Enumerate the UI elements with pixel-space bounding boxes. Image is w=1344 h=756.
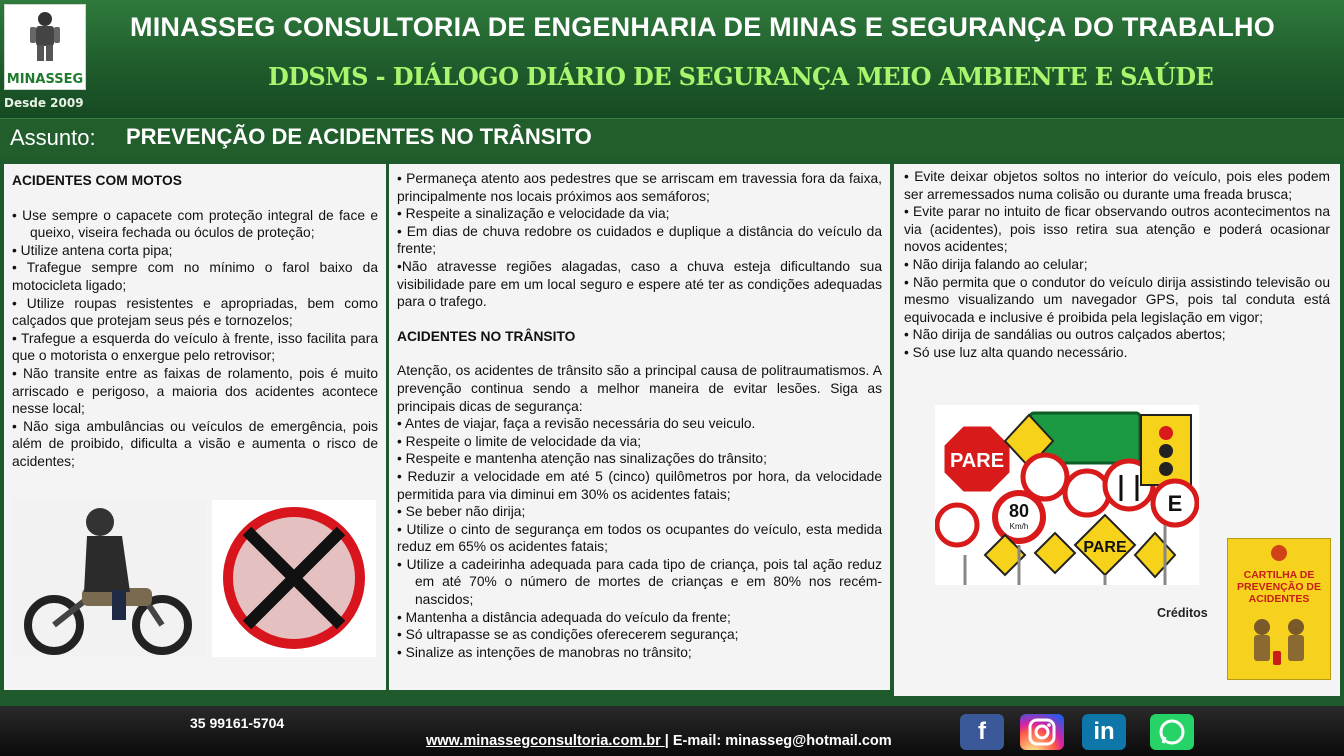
traffic-signs-image [935, 405, 1199, 585]
subject-title: PREVENÇÃO DE ACIDENTES NO TRÂNSITO [126, 124, 592, 149]
stop-sign-text: PARE [949, 450, 1005, 472]
logo-text: MINASSEG [6, 72, 84, 87]
email-text[interactable]: E-mail: minasseg@hotmail.com [668, 733, 892, 749]
page-header [0, 0, 1344, 118]
list-item: • Utilize o cinto de segurança em todos os ocupantes do veículo, esta medida reduz em 65% os acidentes fatais; [397, 521, 882, 555]
list-item: • Permaneça atento aos pedestres que se arriscam em travessia fora da faixa, principalmente nos locais próximos aos semáforos; [397, 171, 882, 204]
list-item: • Utilize roupas resistentes e apropriadas, bem como calçados que protejam seus pés e tornozelos; [12, 295, 378, 329]
list-item: • Só ultrapasse se as condições oferecerem segurança; [397, 627, 739, 643]
facebook-icon[interactable]: f [960, 714, 1004, 750]
list-item: •Não atravesse regiões alagadas, caso a chuva esteja dificultando sua visibilidade pare em um local seguro e espere até ter as condições adequadas para o trafego. [397, 258, 882, 310]
booklet-title: CARTILHA DE PREVENÇÃO DE ACIDENTES [1236, 569, 1321, 605]
column-traffic [389, 164, 890, 690]
page-subtitle: DDSMS - DIÁLOGO DIÁRIO DE SEGURANÇA MEIO AMBIENTE E SAÚDE [268, 62, 1214, 91]
list-item: • Reduzir a velocidade em até 5 (cinco) quilômetros por hora, da velocidade permitida para via diminui em 30% os acidentes fatais; [397, 468, 882, 502]
list-item: • Utilize a cadeirinha adequada para cada tipo de criança, pois tal ação reduz em até 70% o número de mortes de crianças e em 80% nos recém-nascidos; [397, 556, 882, 608]
speed-unit-text: Km/h [1009, 522, 1029, 531]
stop-sign-text-yellow: PARE [1083, 539, 1127, 556]
no-motorcycle-image [212, 500, 376, 657]
phone-number: 35 99161-5704 [190, 715, 285, 731]
no-parking-sign-text: E [1167, 491, 1183, 516]
credits-label: Créditos [1157, 606, 1208, 620]
list-item: • Respeite o limite de velocidade da via; [397, 433, 642, 449]
subject-bar [0, 118, 1344, 159]
intro-text: Atenção, os acidentes de trânsito são a principal causa de politraumatismos. A prevenção continua sendo a melhor maneira de evitar lesões. Siga as principais dicas de segurança: [397, 363, 882, 414]
instagram-icon[interactable] [1020, 714, 1064, 750]
speed-limit-text: 80 [1008, 501, 1030, 521]
list-item: • Utilize antena corta pipa; [12, 242, 173, 258]
list-item: • Trafegue a esquerda do veículo à frente, isso facilita para que o motorista o enxergue pelo retrovisor; [12, 330, 378, 364]
list-item: • Trafegue sempre com no mínimo o farol baixo da motocicleta ligado; [12, 260, 378, 293]
whatsapp-icon[interactable] [1150, 714, 1194, 750]
list-item: • Mantenha a distância adequada do veículo da frente; [397, 609, 731, 625]
website-link[interactable]: www.minassegconsultoria.com.br [426, 733, 665, 749]
page-footer [0, 706, 1344, 756]
list-item: • Não permita que o condutor do veículo dirija assistindo televisão ou mesmo visualizando um navegador GPS, pois tal conduta está equivocada e inclusive é proibida pela legislação em vigor; [904, 274, 1330, 325]
list-item: • Não siga ambulâncias ou veículos de emergência, pois além de proibido, dificulta a visão e aumenta o risco de acidentes; [12, 418, 378, 469]
list-item: • Evite deixar objetos soltos no interior do veículo, pois eles podem ser arremessados numa colisão ou durante uma freada brusca; [904, 169, 1330, 202]
list-item: • Não dirija de sandálias ou outros calçados abertos; [904, 327, 1226, 343]
list-item: • Não transite entre as faixas de rolamento, pois é muito arriscado e perigoso, a maioria dos acidentes acontece nesse local; [12, 365, 378, 417]
company-logo [4, 4, 86, 90]
company-name: MINASSEG CONSULTORIA DE ENGENHARIA DE MINAS E SEGURANÇA DO TRABALHO [130, 12, 1275, 42]
booklet-cover-image [1227, 538, 1331, 680]
linkedin-icon[interactable]: in [1082, 714, 1126, 750]
list-item: • Evite parar no intuito de ficar observando outros acontecimentos na via (acidentes), pois isso retira sua atenção e poderá ocasionar novos acidentes; [904, 204, 1330, 255]
contact-line [426, 733, 892, 749]
motorcyclist-image [12, 500, 206, 657]
since-label: Desde 2009 [4, 96, 84, 110]
list-item: • Respeite a sinalização e velocidade da via; [397, 206, 670, 222]
list-item: • Em dias de chuva redobre os cuidados e duplique a distância do veículo da frente; [397, 223, 882, 257]
section-heading: ACIDENTES NO TRÂNSITO [397, 328, 576, 344]
list-item: • Só use luz alta quando necessário. [904, 344, 1128, 360]
list-item: • Não dirija falando ao celular; [904, 256, 1088, 272]
list-item: • Antes de viajar, faça a revisão necessária do seu veiculo. [397, 416, 756, 432]
firefighter-figure-icon [27, 11, 63, 63]
list-item: • Respeite e mantenha atenção nas sinalizações do trânsito; [397, 451, 767, 467]
separator: | [664, 733, 669, 749]
subject-label: Assunto: [10, 125, 96, 150]
list-item: • Use sempre o capacete com proteção integral de face e queixo, viseira fechada ou óculos de proteção; [12, 207, 378, 241]
section-heading: ACIDENTES COM MOTOS [12, 173, 182, 188]
list-item: • Sinalize as intenções de manobras no trânsito; [397, 644, 692, 660]
list-item: • Se beber não dirija; [397, 504, 526, 520]
